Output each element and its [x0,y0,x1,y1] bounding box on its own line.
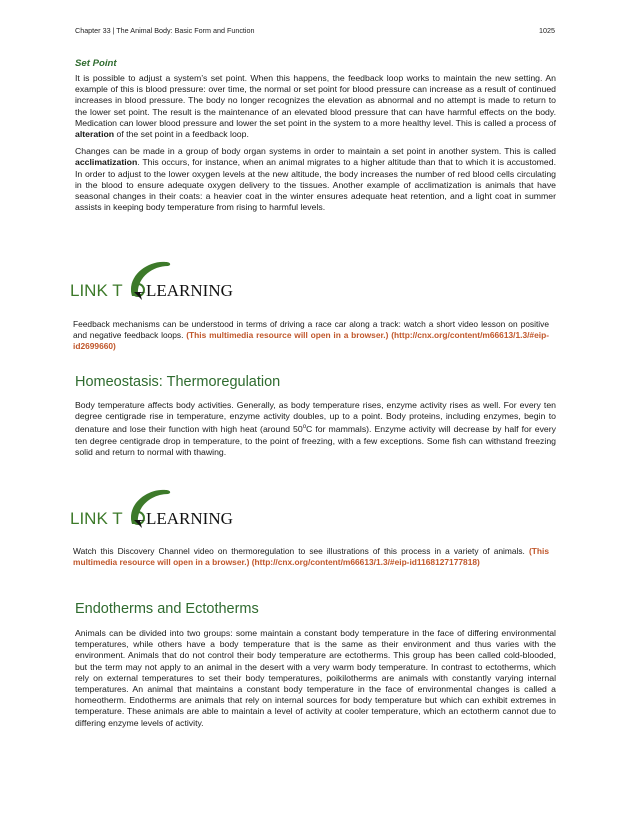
multimedia-resource-link-1[interactable]: (This multimedia resource will open in a browser.) (http://cnx.org/content/m66613/1.3/#eip-id2699660) [73,330,549,351]
endotherms-heading: Endotherms and Ectotherms [75,601,259,617]
set-point-section [75,58,556,219]
multimedia-resource-link-2[interactable]: (This multimedia resource will open in a browser.) (http://cnx.org/content/m66613/1.3/#eip-id1168127177818) [73,546,549,567]
set-point-heading: Set Point [75,58,117,69]
set-point-paragraph-2: Changes can be made in a group of body organ systems in order to maintain a set point in another system. This is called acclimatization. This occurs, for instance, when an animal migrates to a higher altitude than that to which it is accustomed. In order to adjust to the lower oxygen levels at the new altitude, the body increases the number of red blood cells circulating in the blood to ensure adequate oxygen delivery to the tissues. Another example of acclimatization is animals that have seasonal changes in their coats: a heavier coat in the winter ensures adequate heat retention, and a light coat in summer assists in keeping body temperature from rising to harmful levels. [75,146,556,213]
endotherms-paragraph: Animals can be divided into two groups: some maintain a constant body temperature in the face of differing environmental temperatures, while others have a body temperature that is the same as their environment and thus varies with the environment. Animals that do not control their body temperature are ectotherms. This group has been called cold-blooded, but the term may not apply to an animal in the desert with a very warm body temperature. In contrast to ectotherms, which rely on external temperatures to set their body temperatures, poikilotherms are animals with constantly varying internal temperatures. An animal that maintains a constant body temperature in the face of environmental changes is called a homeotherm. Endotherms are animals that rely on internal sources for body temperature but which can exhibit extremes in temperature. These animals are able to maintain a level of activity at cooler temperature, which an ectotherm cannot due to differing enzyme levels of activity. [75,628,556,728]
term-acclimatization: acclimatization [75,157,138,168]
page-header [75,26,555,35]
link-logo-text-learning: LEARNING [146,281,233,300]
link-logo-2-text-link: LINK T [70,509,123,528]
link-to-learning-1-text: Feedback mechanisms can be understood in terms of driving a race car along a track: watch a short video lesson on positive and negative feedback loops. (This multimedia resource will open in a browser.) (http://cnx.org/content/m66613/1.3/#eip-id2699660) [73,319,549,351]
thermoregulation-heading: Homeostasis: Thermoregulation [75,374,281,390]
link-to-learning-2-text: Watch this Discovery Channel video on thermoregulation to see illustrations of this process in a variety of animals. (This multimedia resource will open in a browser.) (http://cnx.org/content/m66613/1.3/#eip-id1168127177818) [73,546,549,567]
link-to-learning-logo [70,256,240,308]
link-logo-2-text-learning: LEARNING [146,509,233,528]
endotherms-section [75,628,556,735]
chapter-title: Chapter 33 | The Animal Body: Basic Form and Function [75,26,255,35]
thermoregulation-paragraph: Body temperature affects body activities. Generally, as body temperature rises, enzyme activity rises as well. For every ten degree centigrade rise in temperature, enzyme activity doubles, up to a point. Body proteins, including enzymes, begin to denature and lose their function with high heat (around 50$^o$C for mammals). Enzyme activity will decrease by half for every ten degree centigrade drop in temperature, to the point of freezing, with a few exceptions. Some fish can withstand freezing solid and return to normal with thawing. [75,400,556,457]
term-alteration: alteration [75,129,115,140]
thermoregulation-section [75,400,556,464]
link-logo-text-link: LINK T [70,281,123,300]
page-number: 1025 [539,26,555,35]
set-point-paragraph-1: It is possible to adjust a system’s set point. When this happens, the feedback loop works to maintain the new setting. An example of this is blood pressure: over time, the normal or set point for blood pressure can increase as a result of continued increases in blood pressure. The body no longer recognizes the elevation as abnormal and no attempt is made to return to the lower set point. The result is the maintenance of an elevated blood pressure that can have harmful effects on the body. Medication can lower blood pressure and lower the set point in the system to a more healthy level. This is called a process of alteration of the set point in a feedback loop. [75,73,556,140]
link-to-learning-logo-2 [70,484,240,536]
